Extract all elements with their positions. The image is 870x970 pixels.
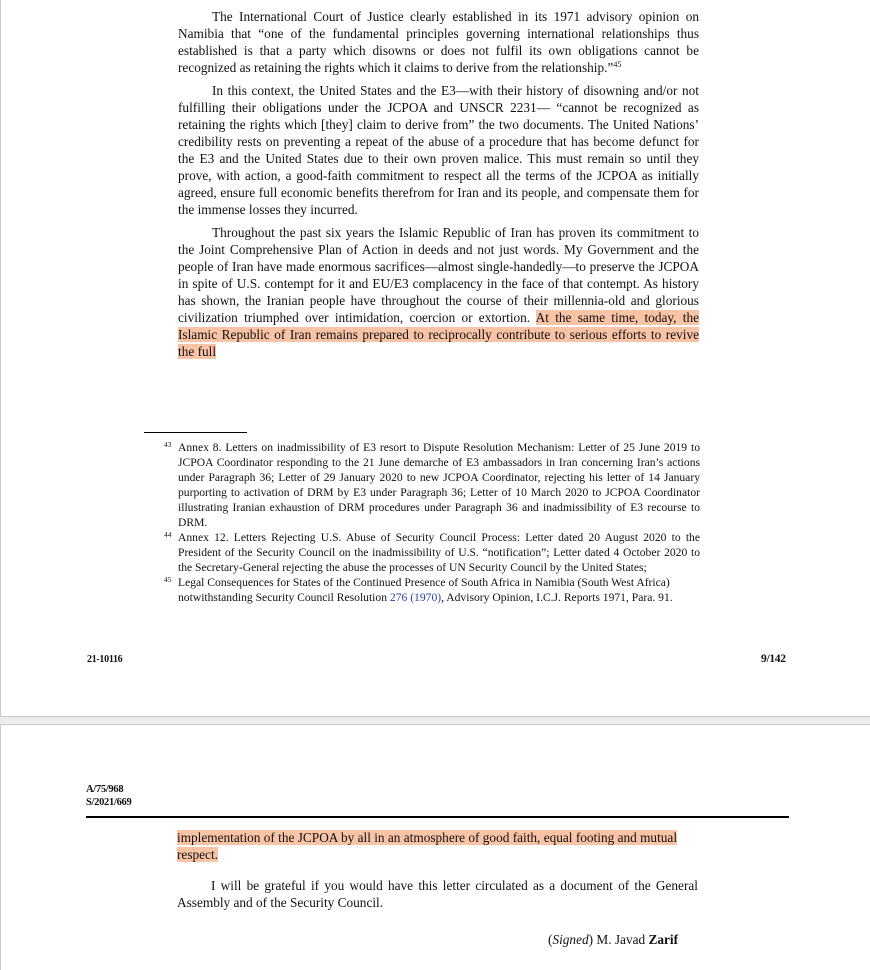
symbol-ga: A/75/968: [86, 784, 124, 795]
footnote-ref-45[interactable]: 45: [613, 60, 622, 69]
footnote-text: Annex 12. Letters Rejecting U.S. Abuse of Security Council Process: Letter dated 20 August 2020 to the President of the Security Council on the inadmissibility of U.S. “notification”; Letter dated 4 October 2020 to the Secretary-General rejecting the abuse the processes of UN Security Council by the United States;: [178, 531, 700, 574]
footnote-number: 43: [164, 440, 172, 449]
signature: (Signed) M. Javad Zarif: [548, 932, 679, 947]
footnotes: [164, 440, 700, 605]
highlighted-text[interactable]: At the same time, today, the Islamic Republic of Iran remains prepared to reciprocally contribute to serious efforts to revive the full: [178, 310, 699, 359]
signatory-name: M. Javad: [596, 932, 646, 947]
signatory-surname: Zarif: [648, 932, 679, 947]
paragraph-commitment: Throughout the past six years the Islamic Republic of Iran has proven its commitment to the Joint Comprehensive Plan of Action in deeds and not just words. My Government and the people of Iran have made enormous sacrifices—almost single-handedly—to preserve the JCPOA in spite of U.S. contempt for it and EU/E3 complacency in the face of that contempt. As history has shown, the Iranian people have throughout the course of their millennia-old and glorious civilization triumphed over intimidation, coercion or extortion. At the same time, today, the Islamic Republic of Iran remains prepared to reciprocally contribute to serious efforts to revive the full: [178, 225, 699, 359]
footnote-number: 44: [164, 530, 172, 539]
document-number: 21-10116: [87, 654, 123, 665]
body-text: [178, 8, 699, 366]
body-text-continued: [177, 829, 698, 911]
paragraph-context: In this context, the United States and the E3—with their history of disowning and/or not fulfilling their obligations under the JCPOA and UNSCR 2231— “cannot be recognized as retaining the rights which [they] claim to derive from” the two documents. The United Nations’ credibility rests on preventing a repeat of the abuse of a procedure that has become defunct for the E3 and the United States due to their own proven malice. This must remain so until they prove, with action, a good-faith commitment to respect all the terms of the JCPOA as initially agreed, ensure full economic benefits therefrom for Iran and its people, and compensate them for the immense losses they incurred.: [178, 83, 699, 217]
closing-paragraph: I will be grateful if you would have this letter circulated as a document of the General Assembly and of the Security Council.: [177, 878, 698, 910]
signed-label: Signed: [552, 932, 589, 947]
footnote-text: Legal Consequences for States of the Continued Presence of South Africa in Namibia (South West Africa) notwithstanding Security Council Resolution 276 (1970), Advisory Opinion, I.C.J. Reports 1971, Para. 91.: [178, 576, 673, 604]
footnote-43: [164, 440, 700, 530]
document-symbols: [86, 783, 131, 809]
footnote-text: Annex 8. Letters on inadmissibility of E3 resort to Dispute Resolution Mechanism: Letter of 25 June 2019 to JCPOA Coordinator responding to the 21 June demarche of E3 ambassadors in Iran concerning Iran’s actions under Paragraph 36; Letter of 29 January 2020 to new JCPOA Coordinator, rejecting his letter of 14 January purporting to activation of DRM by E3 under Paragraph 36; Letter of 10 March 2020 to JCPOA Coordinator illustrating Iranian exhaustion of DRM procedures under Paragraph 36 and inadmissibility of E3 recourse to DRM.: [178, 441, 700, 529]
paragraph-icj-opinion: The International Court of Justice clearly established in its 1971 advisory opinion on Namibia that “one of the fundamental principles governing international relationships thus established is that a party which disowns or does not fulfil its own obligations cannot be recognized as retaining the rights which it claims to derive from the relationship.”$^{45}$: [178, 9, 699, 75]
page-number: 9/142: [761, 653, 786, 665]
footnote-44: [164, 530, 700, 575]
paragraph-continuation: [177, 829, 698, 863]
footnote-45: [164, 575, 700, 605]
highlighted-text[interactable]: implementation of the JCPOA by all in an atmosphere of good faith, equal footing and mutual respect.: [177, 830, 678, 862]
footnote-separator: [144, 432, 247, 433]
footnote-number: 45: [164, 575, 172, 584]
symbol-sc: S/2021/669: [86, 797, 132, 808]
resolution-link[interactable]: 276 (1970): [389, 591, 442, 604]
header-rule: [86, 816, 789, 818]
